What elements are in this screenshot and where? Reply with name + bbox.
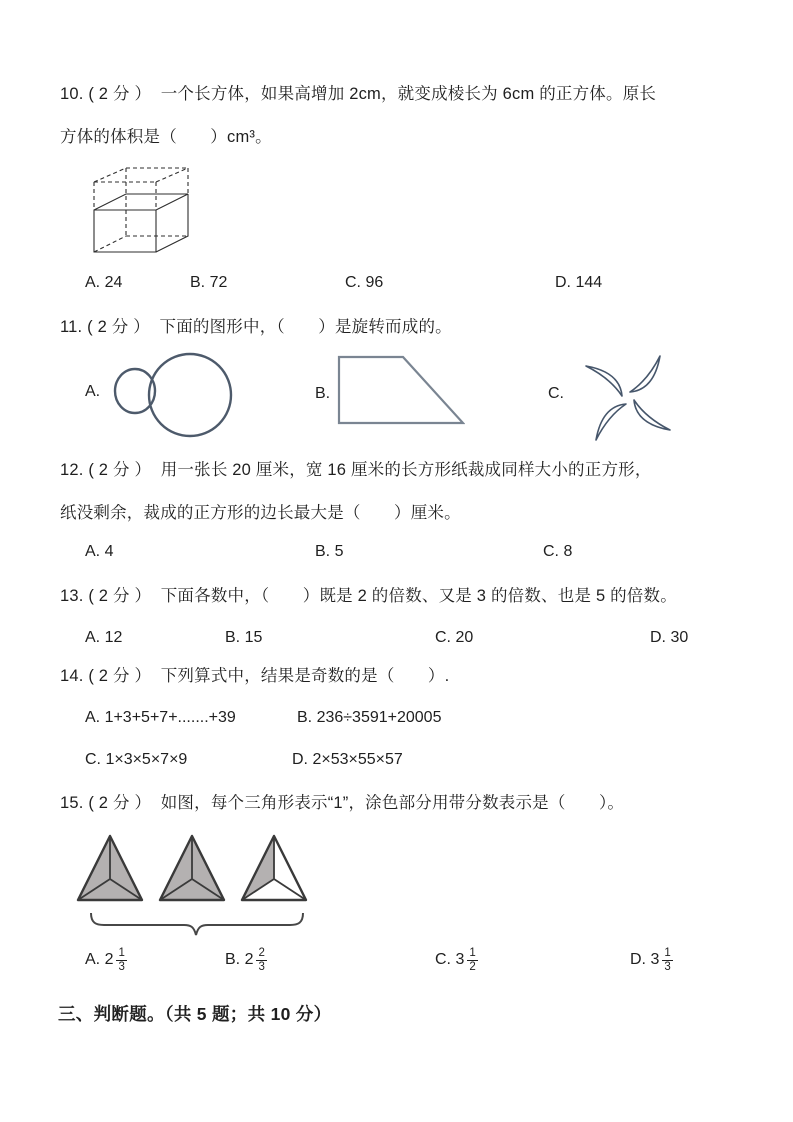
q15-option-a: [85, 946, 127, 973]
q15-option-a-whole: A. 2: [85, 950, 114, 968]
q14-text-line1: 14. ( 2 分 ） 下列算式中，结果是奇数的是（ ）.: [60, 667, 450, 685]
horizontal-brace: [88, 910, 306, 938]
q13-text-line1: 13. ( 2 分 ） 下面各数中，（ ）既是 2 的倍数、又是 3 的倍数、也是 5 的倍数。: [60, 587, 677, 605]
fraction: $\frac{2}{3}$: [258, 947, 265, 974]
q13-option-a: A. 12: [85, 629, 123, 646]
q13-option-b: B. 15: [225, 629, 263, 646]
q14-option-b: B. 236÷3591+20005: [297, 709, 442, 726]
q12-text-line2: 纸没剩余，裁成的正方形的边长最大是（ ）厘米。: [60, 504, 461, 522]
fraction: $\frac{1}{3}$: [664, 947, 671, 974]
q14-option-a: A. 1+3+5+7+.......+39: [85, 709, 236, 726]
q11-figure-label-b: B.: [315, 385, 331, 402]
pinwheel-figure: [576, 344, 680, 448]
q14-option-c: C. 1×3×5×7×9: [85, 751, 188, 768]
cuboid-figure: [84, 166, 199, 258]
q15-option-b-whole: B. 2: [225, 950, 254, 968]
q10-option-b: B. 72: [190, 274, 228, 291]
q13-option-c: C. 20: [435, 629, 474, 646]
two-circles-figure: [110, 351, 238, 439]
q11-figure-label-c: C.: [548, 385, 564, 402]
q10-text-line1: 10. ( 2 分 ） 一个长方体，如果高增加 2cm，就变成棱长为 6cm 的正方体。原长: [60, 85, 657, 103]
q11-figure-label-a: A.: [85, 383, 101, 400]
trapezoid-figure: [337, 353, 465, 427]
q12-option-c: C. 8: [543, 543, 573, 560]
q11-text-line1: 11. ( 2 分 ） 下面的图形中，（ ）是旋转而成的。: [60, 318, 452, 336]
q15-option-d-whole: D. 3: [630, 950, 660, 968]
q10-option-c: C. 96: [345, 274, 384, 291]
q10-option-d: D. 144: [555, 274, 603, 291]
q15-option-b: [225, 946, 267, 973]
q15-option-d: [630, 946, 673, 973]
q10-text-line2: 方体的体积是（ ）cm³。: [60, 128, 272, 146]
q12-option-a: A. 4: [85, 543, 114, 560]
q15-option-c: [435, 946, 478, 973]
section-header-judgement: 三、判断题。（共 5 题；共 10 分）: [58, 1004, 332, 1024]
q15-option-c-whole: C. 3: [435, 950, 465, 968]
fraction: $\frac{1}{3}$: [118, 947, 125, 974]
q10-option-a: A. 24: [85, 274, 123, 291]
q12-option-b: B. 5: [315, 543, 344, 560]
q14-option-d: D. 2×53×55×57: [292, 751, 403, 768]
fraction: $\frac{1}{2}$: [469, 947, 476, 974]
q15-text-line1: 15. ( 2 分 ） 如图，每个三角形表示“1”，涂色部分用带分数表示是（ ）。: [60, 794, 625, 812]
q13-option-d: D. 30: [650, 629, 689, 646]
q12-text-line1: 12. ( 2 分 ） 用一张长 20 厘米，宽 16 厘米的长方形纸裁成同样大小的正方形，: [60, 461, 652, 479]
